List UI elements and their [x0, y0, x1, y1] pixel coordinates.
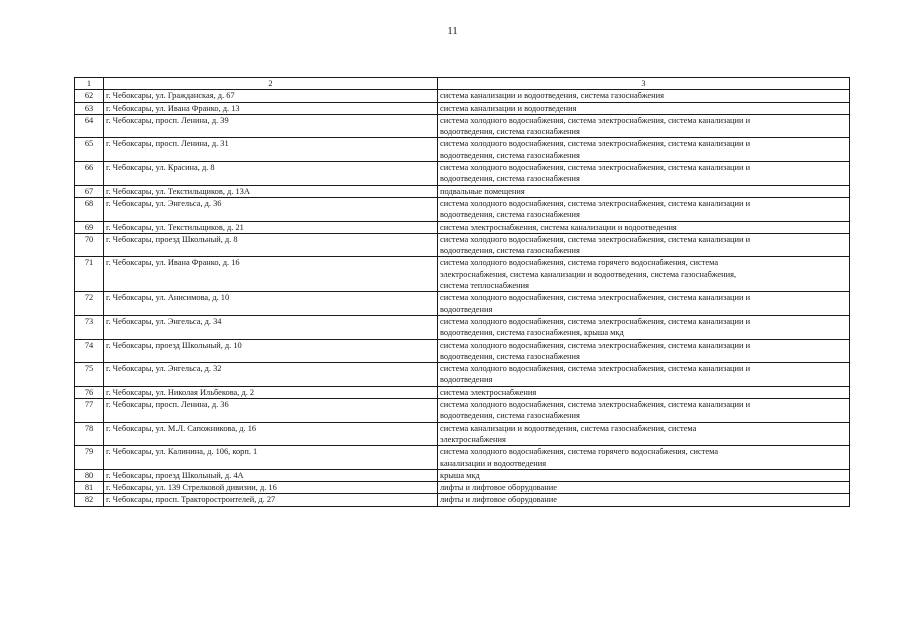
table-header-row [75, 78, 850, 90]
table-row [75, 233, 850, 257]
table-row [75, 197, 850, 221]
address-cell: г. Чебоксары, ул. Энгельса, д. 34 [104, 315, 438, 339]
row-number-cell: 65 [75, 138, 104, 162]
systems-cell: система холодного водоснабжения, система горячего водоснабжения, система канализации и водоотведения [438, 446, 850, 470]
table-row [75, 102, 850, 114]
table-row [75, 422, 850, 446]
address-cell: г. Чебоксары, ул. Энгельса, д. 36 [104, 197, 438, 221]
systems-cell: система холодного водоснабжения, система электроснабжения, система канализации и водоотведения, система газоснабжения [438, 162, 850, 186]
address-cell: г. Чебоксары, ул. Гражданская, д. 67 [104, 90, 438, 102]
column-header: 1 [75, 78, 104, 90]
systems-cell: подвальные помещения [438, 185, 850, 197]
address-cell: г. Чебоксары, проезд Школьный, д. 8 [104, 233, 438, 257]
row-number-cell: 73 [75, 315, 104, 339]
table-row [75, 482, 850, 494]
row-number-cell: 66 [75, 162, 104, 186]
address-cell: г. Чебоксары, ул. Ивана Франко, д. 13 [104, 102, 438, 114]
table-row [75, 138, 850, 162]
table-row [75, 469, 850, 481]
systems-cell: система холодного водоснабжения, система электроснабжения, система канализации и водоотведения, система газоснабжения, крыша мкд [438, 315, 850, 339]
systems-cell: система холодного водоснабжения, система электроснабжения, система канализации и водоотведения [438, 363, 850, 387]
row-number-cell: 79 [75, 446, 104, 470]
systems-cell: система холодного водоснабжения, система электроснабжения, система канализации и водоотведения, система газоснабжения [438, 233, 850, 257]
row-number-cell: 76 [75, 386, 104, 398]
systems-cell: система канализации и водоотведения, система газоснабжения, система электроснабжения [438, 422, 850, 446]
table-row [75, 114, 850, 138]
systems-cell: система электроснабжения [438, 386, 850, 398]
systems-cell: система холодного водоснабжения, система электроснабжения, система канализации и водоотведения, система газоснабжения [438, 339, 850, 363]
systems-cell: система канализации и водоотведения [438, 102, 850, 114]
row-number-cell: 81 [75, 482, 104, 494]
address-cell: г. Чебоксары, ул. Анисимова, д. 10 [104, 292, 438, 316]
systems-cell: система холодного водоснабжения, система электроснабжения, система канализации и водоотведения [438, 292, 850, 316]
row-number-cell: 72 [75, 292, 104, 316]
table-row [75, 90, 850, 102]
systems-cell: система холодного водоснабжения, система электроснабжения, система канализации и водоотведения, система газоснабжения [438, 138, 850, 162]
systems-cell: система холодного водоснабжения, система электроснабжения, система канализации и водоотведения, система газоснабжения [438, 114, 850, 138]
page-number: 11 [447, 25, 458, 37]
table-row [75, 221, 850, 233]
address-cell: г. Чебоксары, просп. Тракторостроителей, д. 27 [104, 494, 438, 506]
systems-cell: лифты и лифтовое оборудование [438, 482, 850, 494]
address-cell: г. Чебоксары, ул. Красина, д. 8 [104, 162, 438, 186]
row-number-cell: 64 [75, 114, 104, 138]
systems-cell: система электроснабжения, система канализации и водоотведения [438, 221, 850, 233]
table-row [75, 494, 850, 506]
row-number-cell: 62 [75, 90, 104, 102]
systems-cell: крыша мкд [438, 469, 850, 481]
address-cell: г. Чебоксары, просп. Ленина, д. 31 [104, 138, 438, 162]
systems-cell: система холодного водоснабжения, система горячего водоснабжения, система электроснабжения, система канализации и водоотведения, система газоснабжения, система теплоснабжения [438, 257, 850, 292]
address-cell: г. Чебоксары, ул. Калинина, д. 106, корп. 1 [104, 446, 438, 470]
table-row [75, 185, 850, 197]
column-header: 3 [438, 78, 850, 90]
systems-cell: система холодного водоснабжения, система электроснабжения, система канализации и водоотведения, система газоснабжения [438, 399, 850, 423]
table-row [75, 446, 850, 470]
systems-cell: система холодного водоснабжения, система электроснабжения, система канализации и водоотведения, система газоснабжения [438, 197, 850, 221]
row-number-cell: 74 [75, 339, 104, 363]
row-number-cell: 75 [75, 363, 104, 387]
row-number-cell: 77 [75, 399, 104, 423]
systems-cell: лифты и лифтовое оборудование [438, 494, 850, 506]
address-cell: г. Чебоксары, ул. М.Л. Сапожникова, д. 16 [104, 422, 438, 446]
table-row [75, 386, 850, 398]
table-row [75, 363, 850, 387]
row-number-cell: 70 [75, 233, 104, 257]
address-cell: г. Чебоксары, проезд Школьный, д. 10 [104, 339, 438, 363]
table-row [75, 162, 850, 186]
objects-table [74, 77, 850, 507]
row-number-cell: 82 [75, 494, 104, 506]
address-cell: г. Чебоксары, ул. 139 Стрелковой дивизии, д. 16 [104, 482, 438, 494]
table-row [75, 315, 850, 339]
row-number-cell: 80 [75, 469, 104, 481]
address-cell: г. Чебоксары, просп. Ленина, д. 36 [104, 399, 438, 423]
address-cell: г. Чебоксары, ул. Николая Ильбекова, д. 2 [104, 386, 438, 398]
table-row [75, 339, 850, 363]
row-number-cell: 63 [75, 102, 104, 114]
table-row [75, 257, 850, 292]
address-cell: г. Чебоксары, ул. Текстильщиков, д. 21 [104, 221, 438, 233]
table-row [75, 399, 850, 423]
column-header: 2 [104, 78, 438, 90]
address-cell: г. Чебоксары, просп. Ленина, д. 39 [104, 114, 438, 138]
address-cell: г. Чебоксары, ул. Текстильщиков, д. 13А [104, 185, 438, 197]
table-row [75, 292, 850, 316]
address-cell: г. Чебоксары, ул. Энгельса, д. 32 [104, 363, 438, 387]
row-number-cell: 68 [75, 197, 104, 221]
address-cell: г. Чебоксары, ул. Ивана Франко, д. 16 [104, 257, 438, 292]
row-number-cell: 71 [75, 257, 104, 292]
row-number-cell: 67 [75, 185, 104, 197]
row-number-cell: 78 [75, 422, 104, 446]
row-number-cell: 69 [75, 221, 104, 233]
address-cell: г. Чебоксары, проезд Школьный, д. 4А [104, 469, 438, 481]
systems-cell: система канализации и водоотведения, система газоснабжения [438, 90, 850, 102]
